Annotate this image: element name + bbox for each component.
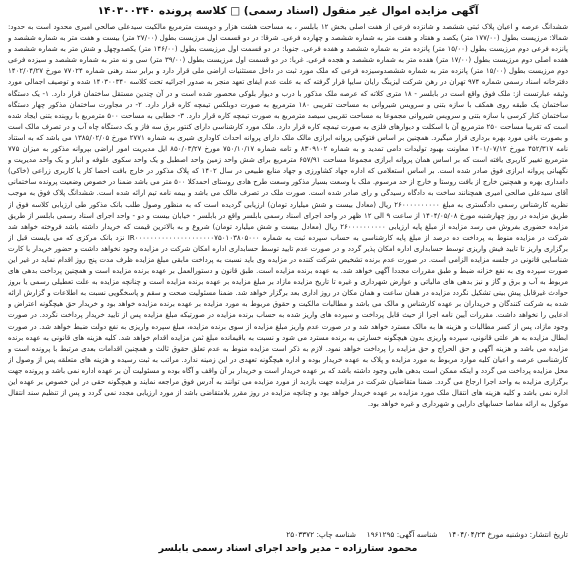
signature: محمود ستارزاده – مدیر واحد اجرای اسناد رسمی بابلسر	[158, 543, 418, 554]
print-code: شناسه چاپ: ۲۵۰۳۳۷۲	[286, 530, 356, 539]
ad-number: شناسه آگهی: ۱۹۶۱۲۹۵	[366, 530, 438, 539]
notice-body	[8, 21, 568, 527]
publish-date: تاریخ انتشار: دوشنبه مورخ ۱۴۰۴/۰۴/۲۳	[448, 530, 568, 539]
notice-title: آگهی مزایده اموال غیر منقول (اسناد رسمی) □ کلاسه پرونده ۱۴۰۳۰۰۳۴۰	[97, 5, 479, 17]
notice-footer	[8, 529, 568, 540]
notice-body-text: ششدانگ عرصه و اعیان پلاک ثبتی ششصد و شانزده فرعی از هفت اصلی بخش ۱۲ بابلسر ، به مساحت هشت هزار و دویست مترمربع مالکیت سیدعلی صالحی امیری محدود است به حدود: شمالا: مرزیست بطول (۱۷۷/۰۰ متر) یکصد و هفتاد و هفت متر به شماره ششصد و چهارده فرعی. شرقا: در دو قسمت اول مرزیست بطول (۲۷/۰۰ متر) بیست و هفت متر به شماره ششصد و پانزده فرعی دوم مرزیست بطول (۱۵/۰۰ متر) پانزده متر به شماره ششصد و هفده فرعی. جنوبا: در دو قسمت اول مرزیست بطول (۱۴۶/۰۰ متر) یکصدوچهل و شش متر به شماره ششصد و هفده اصلی دوم مرزیست بطول (۱۷/۰۰ متر) هفده متر به شماره ششصد و هجده فرعی. غربا: در دو قسمت اول مرزیست بطول (۳۹/۰۰ متر) سی و نه متر به شماره ششصد و سیزده فرعی دوم مرزیست بطول (۱۵/۰۰ متر) پانزده متر به شماره ششصدوسیزده فرعی که ملک مورد ثبت در داخل مستثنیات اراضی ملی قرار دارد و برابر سند رهنی شماره ۷۷۰۲۴ مورخ ۱۴۰۲/۰۴/۲۷ دفترخانه اسناد رسمی شماره ۹۷۴ تهران در رهن شرکت لیزینگ رایان سایپا قرار گرفته که به علت عدم ایفای تعهد منجر به صدور اجرائیه تحت کلاسه ۱۴۰۳۰۰۳۴۰ شده و توصیف اجمالی مورد وثیقه عبارتست از: ملک فوق واقع است در بابلسر - ۱۸ متری کلاته که عرصه ملک مذکور با درب و دیوار بلوکی محصور شده است و در آن چندین مستقل ساختمان قرار دارد. ۱- یک دستگاه ساختمان یک طبقه روی همکف با سازه بتنی و سرویس شیروانی به مساحت تقریبی ۱۸۰ مترمربع به صورت دوبلکس تیمچه کاره قرار دارد. ۲- در مجاورت ساختمان مذکور چهار دستگاه ساختمان کنار کرسی با سازه بتنی و سرویس شیروانی مجموعا به مساحت تقریبی سیصد مترمربع به صورت تیمچه کاره قرار دارد. ۳- خطابی به مساحت ۵۰۰ مترمربع با روبنده بتنی ایجاد شده است که تقریبا مساحت ۲۵۰ مترمربع آن با اسکلت و دیوارهای فلزی به صورت تیمچه کاره قرار دارد. ملک مورد کارشناسی دارای کنتور برق سه فاز و یک دستگاه چاه آب و در تصرف مالک است و بصورت باغی مورد بهره برداری قرار میگیرد. همچنین بر اساس فتوکپی پروانه ابرازی مالک ملک دارای پروانه احداث کاوداری شیری به شماره ۲۷۷۱ مورخ ۱۳۸۵/۰۲/۰۵ می باشد که به استناد نامه ۴۵۲/۳۱۷ مورخ ۱۴۰۱/۰۷/۱۲ معاونت بهبود تولیدات دامی تمدید و به شماره ۸۳۰۹۱۰۲ و تامه شماره ۷۵۰/۱۰/۱۷ مورخ ۸۵۰/۰۳/۲۷ ایل مدیریت امور اراضی بپروانه مذکور به میزان ۷۷۵ مترمربع تغییر کاربری یافته است که بر اساس همان پروانه ابرازی مجموعا مساحت ۶۵۷/۹۱ مترمربع برای شش واحد زمین واحد اصطبل و یک واحد سکوی علوفه و انبار و یک واحد مدیریت و نگهبانی پروانه ابرازی فوق صادر شده است. بر اساس استعلامی که اداره جهاد کشاورزی و جهاد منابع طبیعی در سال ۱۴۰۲ که پلاک مذکور در خارج بافت احصا کار یا کاربری زراعی (خاکی) دامداری بهره و همچنین خارج از بافت روستا و خارج از حد مرسوم. ملک با وسعت بسیار مذکور وسعت طرح هادی روستای احمدکلا ۵۰۰ متر می باشد ضمنا در خصوص وضعیت پرونده ساختمانی آقای سیدعلی صالحی امیری همچنانند ساخت به دادگاه رسیدگی و رای صادر شده است. صورت ملک در تصرف مالک می باشد و بیمه نامه تیم ارائه شده است. ششدانگ پلاک فوق به موجب نظریه کارشناس رسمی دادگستری به مبلغ ۲۶۰۰۰۰۰۰۰۰۰۰ ریال (معادل بیست و شش میلیارد تومان) ارزیابی گردیده است که به منظور وصول طلب بانک مذکور طی ارزیابی کلاسه فوق از طریق مزایده در روز چهارشنبه مورخ ۱۴۰۴/۰۵/۰۸ از ساعت ۹ الی ۱۲ ظهر در واحد اجرای اسناد رسمی بابلسر واقع در بابلسر - خیابان بیست و دو - واحد اجرای اسناد رسمی بابلسر از طریق مزایده حضوری بفروش می رسد مزایده از مبلغ پایه ارزیابی ۲۶۰۰۰۰۰۰۰۰۰۰ ریال (معادل بیست و شش میلیارد تومان) شروع و به بالاترین قیمت که خریدار داشته باشد فروخته خواهد شد شرکت در مزایده منوط به پرداخت ده درصد از مبلغ پایه کارشناسی به حساب سپرده ثبت به شماره IR۰۰۰۰۰۰۰۰۰۰۰۰۰۰۰۰۰۰۰۰۰۷۵۰۱۰۳۸۰۵۰۰۰ نزد بانک مرکزی که می بایست قبل از برگزاری واریز تا تایید فیش واریزی توسط حسابداری اداره امکان پذیر گردد و در صورت عدم تایید توسط حسابداری اداره امکان شرکت در مزایده وجود نخواهد داشت و حضور خریدار با کارت شناسایی قانونی در جلسه مزایده الزامی است. در صورت عدم برنده تشخیص شرکت کننده در مزایده وی باید نسبت به پرداخت مابقی مبلغ مزایده ظرف مدت پنج روز اقدام نماید در غیر این صورت سپرده وی به نفع خزانه ضبط و طبق مقررات مجددا آگهی خواهد شد. به عهده برنده مزایده است. طبق قانون و دستورالعمل بر عهده برنده مزایده است و همچنین پرداخت بدهی های مربوط به آب و برق و گاز و نیز بدهی های مالیاتی و عوارض شهرداری و غیره تا تاریخ مزایده مازاد بر مبلغ مزایده بر عهده برنده مزایده است و چنانچه مزایده به علت تعطیلی رسمی یا بروز حوادث غیرقابل پیش بینی تشکیل نگردد مزایده در همان ساعت و همان مکان در روز اداری بعد برگزار خواهد شد. ضمنا مسئولیت صحت و سقم و پاسخگویی نسبت به اطلاعات و گزارش ارائه شده به شرکت کنندگان و خریداران بر عهده کارشناس و مالک می باشد و مطالبات مالکیت و حقوق مربوط به مورد مزایده بر عهده برنده مزایده خواهد بود و خریدار حق هیچگونه اعتراض و ادعایی را نخواهد داشت. مقررات آیین نامه اجرا از حیث قابل پرداخت و سپرده های واریز شده به حساب برنده مزایده در صورتیکه مبلغ مزایده پس از تایید خریدار پرداخت نگردد. در صورت وجود مازاد، پس از کسر مطالبات و هزینه ها به مالک مسترد خواهد شد و در صورت عدم واریز مبلغ مزایده از سوی برنده مزایده، مبلغ سپرده واریزی به نفع دولت ضبط خواهد شد. در صورت ابطال مزایده به هر علتی قانونی، سپرده واریزی بدون هیچگونه خسارتی به برنده مسترد می شود و نسبت به باقیمانده مبلغ ثمن مزایده اقدام خواهد شد. کلیه هزینه های قانونی به عهده برنده مزایده می باشد و هزینه آگهی و حق الحراج و حق مزایده را پرداخت خواهد نمود. لازم به ذکر است مزایده منوط به عدم تعلق حقوق ثالث و همچنین اقدامات بعدی مرتبط با پرونده است و کارشناسی عرصه و اعیان کلیه موارد مربوط به مورد مزایده و پلاک به عهده خریدار بوده و اداره هیچگونه تعهدی در این زمینه ندارد. مراتب به ثبت رسیده و هزینه های متعلقه پس از وصول از محل مزایده پرداخت می گردد و اینکه ممکن است بدهی هایی وجود داشته باشد که بر عهده خریدار است و خریدار بر آن واقف و آگاه بوده و مسئولیت آن بر عهده اداره نمی باشد و پرونده جهت برگزاری مزایده به واحد اجرا ارجاع می گردد. ضمنا متقاضیان شرکت در مزایده جهت بازدید از مورد مزایده می توانند به آدرس فوق مراجعه نمایند و هیچگونه حقی در این خصوص بر عهده این اداره نمی باشد و کلیه هزینه های انتقال ملک مورد مزایده بر عهده خریدار خواهد بود و چنانچه مزایده در روز مقرر بلامتقاضی باشد از مورد ارزیابی مجدد نمی گردد و پس از تنظیم سند انتقال موکول به ارائه مفاصا حسابهای دارایی و شهرداری و غیره خواهد بود.	[8, 22, 568, 409]
